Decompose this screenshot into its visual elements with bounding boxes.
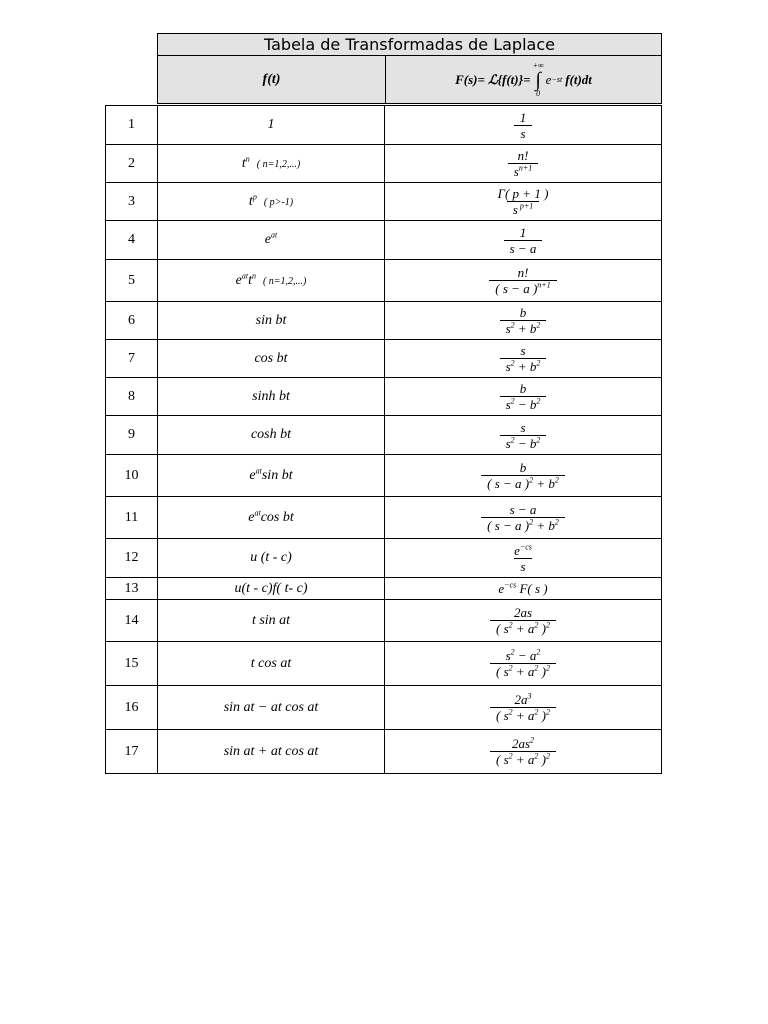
sq-sup: 2 [536, 435, 541, 445]
denominator [508, 163, 538, 179]
ft-cell: cosh bt [158, 416, 385, 455]
row-number: 14 [106, 600, 158, 642]
den-a: s [505, 321, 511, 336]
row-number: 16 [106, 686, 158, 730]
denominator [507, 201, 539, 217]
sq-sup: 2 [510, 435, 515, 445]
numerator: 2as [513, 605, 533, 620]
num-a: s [505, 648, 511, 663]
table-row [106, 378, 662, 416]
ft-sup: n [245, 153, 250, 163]
den-sup: n+1 [537, 280, 551, 290]
integral-symbol [533, 62, 544, 98]
den-sup: p+1 [517, 201, 534, 211]
fs-cell [385, 686, 662, 730]
den-a: ( s − a ) [487, 476, 530, 491]
den-base: ( s − a ) [495, 281, 538, 296]
fs-cell [385, 416, 662, 455]
den-op: + a [515, 752, 535, 767]
ft-sup: p [252, 191, 257, 201]
ft-cell: t sin at [158, 600, 385, 642]
ft-cell: cos bt [158, 340, 385, 378]
den-close: ) [538, 708, 546, 723]
ft-cell: sinh bt [158, 378, 385, 416]
numerator: 1 [519, 109, 527, 125]
den-a: ( s [495, 621, 509, 636]
row-number: 6 [106, 302, 158, 340]
ft-cell [158, 221, 385, 260]
header-fs-left: F(s)= ℒ{f(t)}= [455, 71, 531, 87]
header-fs-exp-base: e [545, 71, 552, 87]
numerator: s − a [509, 502, 537, 517]
num-base: 2as [511, 736, 531, 751]
sq-sup: 2 [546, 751, 550, 761]
sq-sup: 2 [508, 663, 513, 673]
sq-sup: 2 [510, 358, 515, 368]
fs-tail: F( s ) [519, 580, 548, 596]
numerator: 1 [519, 224, 527, 240]
row-number: 1 [106, 106, 158, 145]
header-fs-exp: −st [551, 75, 563, 84]
row-number: 17 [106, 730, 158, 774]
fs-cell [385, 455, 662, 497]
header-fs [386, 56, 661, 103]
table-row [106, 145, 662, 183]
fraction [490, 692, 556, 723]
den-close: ) [538, 664, 546, 679]
den-a: ( s − a ) [487, 518, 530, 533]
denominator [500, 435, 547, 451]
sq-sup: 2 [508, 751, 513, 761]
sq-sup: 2 [510, 320, 515, 330]
row-number: 4 [106, 221, 158, 260]
fs-cell [385, 539, 662, 578]
den-op: + b [536, 518, 555, 533]
sq-sup: 2 [534, 663, 539, 673]
ft-cell: u (t - c) [158, 539, 385, 578]
row-number: 7 [106, 340, 158, 378]
fs-cell [385, 260, 662, 302]
fraction [494, 186, 553, 217]
fraction [481, 502, 565, 533]
row-number: 10 [106, 455, 158, 497]
numerator [502, 648, 545, 663]
den-a: ( s [495, 708, 509, 723]
den-base: s [513, 164, 519, 179]
row-number: 12 [106, 539, 158, 578]
num-base: e [514, 542, 520, 558]
sq-sup: 2 [510, 647, 515, 657]
den-a: s [505, 359, 511, 374]
den-op: − b [517, 435, 537, 451]
ft-condition: ( n=1,2,...) [262, 275, 307, 287]
row-number: 15 [106, 642, 158, 686]
ft-cell [158, 145, 385, 183]
ft-sup: at [241, 270, 249, 280]
fraction [514, 110, 531, 141]
fs-cell [385, 183, 662, 221]
ft-sup: at [255, 465, 262, 475]
ft-tail: sin bt [261, 467, 293, 483]
fraction [500, 305, 547, 336]
ft-sup2: n [251, 270, 256, 280]
denominator: s [514, 558, 531, 574]
ft-base2: t [248, 272, 252, 288]
den-a: ( s [495, 664, 509, 679]
table-row [106, 497, 662, 539]
sq-sup: 2 [534, 707, 539, 717]
denominator [489, 280, 556, 296]
sq-sup: 2 [546, 620, 550, 630]
integral-upper: +∞ [532, 60, 544, 70]
fs-cell [385, 302, 662, 340]
fs-cell [385, 578, 662, 600]
row-number: 5 [106, 260, 158, 302]
fraction [500, 381, 547, 412]
fs-cell [385, 642, 662, 686]
fs-cell [385, 106, 662, 145]
fs-cell [385, 600, 662, 642]
sq-sup: 2 [554, 517, 559, 527]
den-a: s [505, 397, 511, 412]
denominator [500, 396, 547, 412]
sq-sup: 2 [510, 396, 515, 406]
denominator: s − a [504, 240, 543, 256]
numerator: n! [517, 148, 529, 163]
sq-sup: 2 [536, 647, 541, 657]
fraction [490, 648, 556, 679]
table-row [106, 642, 662, 686]
table-row [106, 340, 662, 378]
ft-cell [158, 260, 385, 302]
fs-cell [385, 145, 662, 183]
ft-base: t [241, 155, 246, 171]
fraction [490, 605, 556, 636]
ft-base: e [249, 467, 256, 483]
numerator [510, 543, 536, 558]
num-sup: −cs [519, 542, 532, 552]
fraction [489, 265, 556, 296]
fs-sup: −cs [504, 580, 517, 590]
den-op: − b [517, 397, 537, 412]
table-row [106, 539, 662, 578]
den-a: ( s [495, 752, 509, 767]
ft-tail: cos bt [260, 509, 294, 525]
integral-sign: ∫ [535, 68, 541, 91]
numerator [510, 692, 535, 707]
fraction [500, 343, 547, 374]
fs-base: e [498, 580, 505, 596]
row-number: 13 [106, 578, 158, 600]
den-op: + b [517, 321, 537, 336]
den-base: s [512, 202, 518, 217]
ft-sup: at [270, 230, 278, 240]
numerator [508, 736, 538, 751]
ft-cell [158, 183, 385, 221]
den-op: + b [536, 476, 555, 491]
ft-base: e [248, 509, 255, 525]
den-close: ) [538, 752, 546, 767]
fraction [481, 460, 565, 491]
sq-sup: 2 [546, 663, 550, 673]
num-op: − a [517, 648, 537, 663]
sq-sup: 2 [529, 517, 534, 527]
numerator: b [519, 305, 527, 320]
ft-base: e [235, 272, 242, 288]
ft-cell: t cos at [158, 642, 385, 686]
sq-sup: 2 [508, 620, 513, 630]
sq-sup: 2 [529, 475, 534, 485]
header-fs-right: f(t)dt [565, 71, 592, 87]
fraction [508, 148, 538, 179]
header-ft: f(t) [158, 56, 386, 103]
fraction [504, 225, 543, 256]
table-row [106, 260, 662, 302]
fs-cell [385, 340, 662, 378]
ft-condition: ( n=1,2,...) [256, 158, 301, 170]
table-row [106, 578, 662, 600]
num-sup: 3 [527, 691, 532, 701]
row-number: 8 [106, 378, 158, 416]
den-op: + a [515, 708, 535, 723]
ft-base: t [248, 193, 253, 209]
fraction [500, 420, 547, 451]
denominator [490, 620, 556, 636]
sq-sup: 2 [534, 751, 539, 761]
numerator: b [519, 460, 527, 475]
sq-sup: 2 [536, 320, 541, 330]
denominator [490, 663, 556, 679]
row-number: 9 [106, 416, 158, 455]
denominator [490, 751, 556, 767]
fs-cell [385, 497, 662, 539]
ft-cell: sin at + at cos at [158, 730, 385, 774]
sq-sup: 2 [536, 358, 541, 368]
sq-sup: 2 [536, 396, 541, 406]
numerator: s [520, 419, 526, 435]
den-op: + a [515, 664, 535, 679]
table-row [106, 455, 662, 497]
table-row [106, 600, 662, 642]
den-op: + b [517, 359, 537, 374]
ft-sup: at [254, 507, 261, 517]
ft-cell: sin at − at cos at [158, 686, 385, 730]
sq-sup: 2 [534, 620, 539, 630]
sq-sup: 2 [508, 707, 513, 717]
row-number: 2 [106, 145, 158, 183]
den-sup: n+1 [518, 163, 533, 173]
fraction [510, 543, 536, 574]
ft-cell: u(t - c)f( t- c) [158, 578, 385, 600]
den-op: + a [515, 621, 535, 636]
fraction [490, 736, 556, 767]
table-row [106, 686, 662, 730]
numerator: b [519, 381, 527, 396]
ft-condition: ( p>-1) [263, 196, 294, 208]
den-close: ) [538, 621, 546, 636]
numerator: n! [517, 265, 529, 280]
denominator [481, 475, 565, 491]
numerator: Γ( p + 1 ) [497, 186, 549, 201]
num-base: 2a [514, 692, 528, 707]
table-row [106, 183, 662, 221]
fs-cell [385, 730, 662, 774]
ft-cell: sin bt [158, 302, 385, 340]
denominator [481, 517, 565, 533]
den-a: s [505, 435, 511, 451]
sq-sup: 2 [546, 707, 550, 717]
table-row [106, 302, 662, 340]
ft-cell: 1 [158, 106, 385, 145]
row-number: 3 [106, 183, 158, 221]
table-row [106, 221, 662, 260]
num-sup: 2 [530, 735, 535, 745]
denominator: s [514, 125, 531, 141]
integral-lower: 0 [536, 88, 541, 98]
fs-cell [385, 378, 662, 416]
numerator: s [520, 343, 526, 358]
table-header-row [157, 56, 662, 104]
ft-cell [158, 455, 385, 497]
denominator [500, 320, 547, 336]
table-row [106, 106, 662, 145]
ft-cell [158, 497, 385, 539]
fs-cell [385, 221, 662, 260]
ft-base: e [264, 232, 271, 247]
denominator [490, 707, 556, 723]
laplace-table [105, 105, 662, 774]
table-row [106, 416, 662, 455]
denominator [500, 358, 547, 374]
row-number: 11 [106, 497, 158, 539]
sq-sup: 2 [554, 475, 559, 485]
table-title: Tabela de Transformadas de Laplace [157, 33, 662, 56]
table-row [106, 730, 662, 774]
